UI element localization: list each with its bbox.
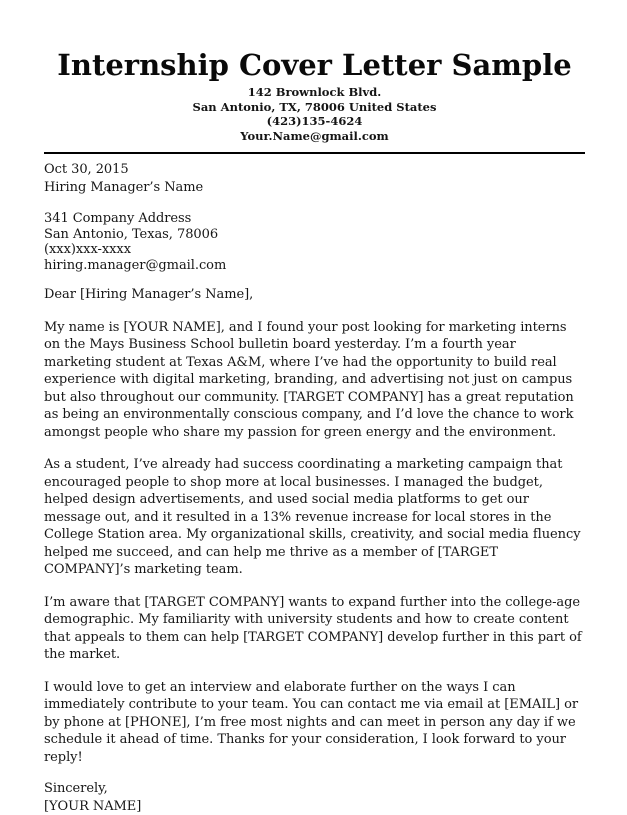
paragraph-experience: As a student, I’ve already had success coordinating a marketing campaign that encouraged people to shop more at local businesses. I managed the budget, helped design advertisements, and used social media platforms to get our message out, and it resulted in a 13% revenue increase for local stores in the College Station area. My organizational skills, creativity, and social media fluency helped me succeed, and can help me thrive as a member of [TARGET COMPANY]’s marketing team. [44,456,585,579]
sender-street: 142 Brownlock Blvd. [44,85,585,100]
company-address-block [44,211,585,273]
letter-body [44,161,585,815]
header-divider [44,152,585,154]
sender-email: Your.Name@gmail.com [44,129,585,144]
company-city-state: San Antonio, Texas, 78006 [44,227,585,243]
sender-city-state: San Antonio, TX, 78006 United States [44,100,585,115]
letter-date: Oct 30, 2015 [44,161,585,179]
company-street: 341 Company Address [44,211,585,227]
company-phone: (xxx)xxx-xxxx [44,242,585,258]
recipient-name: Hiring Manager’s Name [44,179,585,197]
paragraph-introduction: My name is [YOUR NAME], and I found your post looking for marketing interns on the Mays Business School bulletin board yesterday. I’m a fourth year marketing student at Texas A&M, where I’ve had the opportunity to build real experience with digital marketing, branding, and advertising not just on campus but also throughout our community. [TARGET COMPANY] has a great reputation as being an environmentally conscious company, and I’d love the chance to work amongst people who share my passion for green energy and the environment. [44,319,585,442]
salutation: Dear [Hiring Manager’s Name], [44,286,585,304]
date-and-recipient-name [44,161,585,196]
document-title: Internship Cover Letter Sample [44,40,585,82]
signature-placeholder: [YOUR NAME] [44,798,585,815]
paragraph-call-to-action: I would love to get an interview and elaborate further on the ways I can immediately contribute to your team. You can contact me via email at [EMAIL] or by phone at [PHONE], I’m free most nights and can meet in person any day if we schedule it ahead of time. Thanks for your consideration, I look forward to your reply! [44,679,585,767]
company-email: hiring.manager@gmail.com [44,258,585,274]
closing-phrase: Sincerely, [44,780,585,798]
paragraph-company-fit: I’m aware that [TARGET COMPANY] wants to expand further into the college-age demographic. My familiarity with university students and how to create content that appeals to them can help [TARGET COMPANY] develop further in this part of the market. [44,594,585,664]
sender-phone: (423)135-4624 [44,114,585,129]
sender-address-block [44,85,585,143]
letterhead [44,40,585,154]
